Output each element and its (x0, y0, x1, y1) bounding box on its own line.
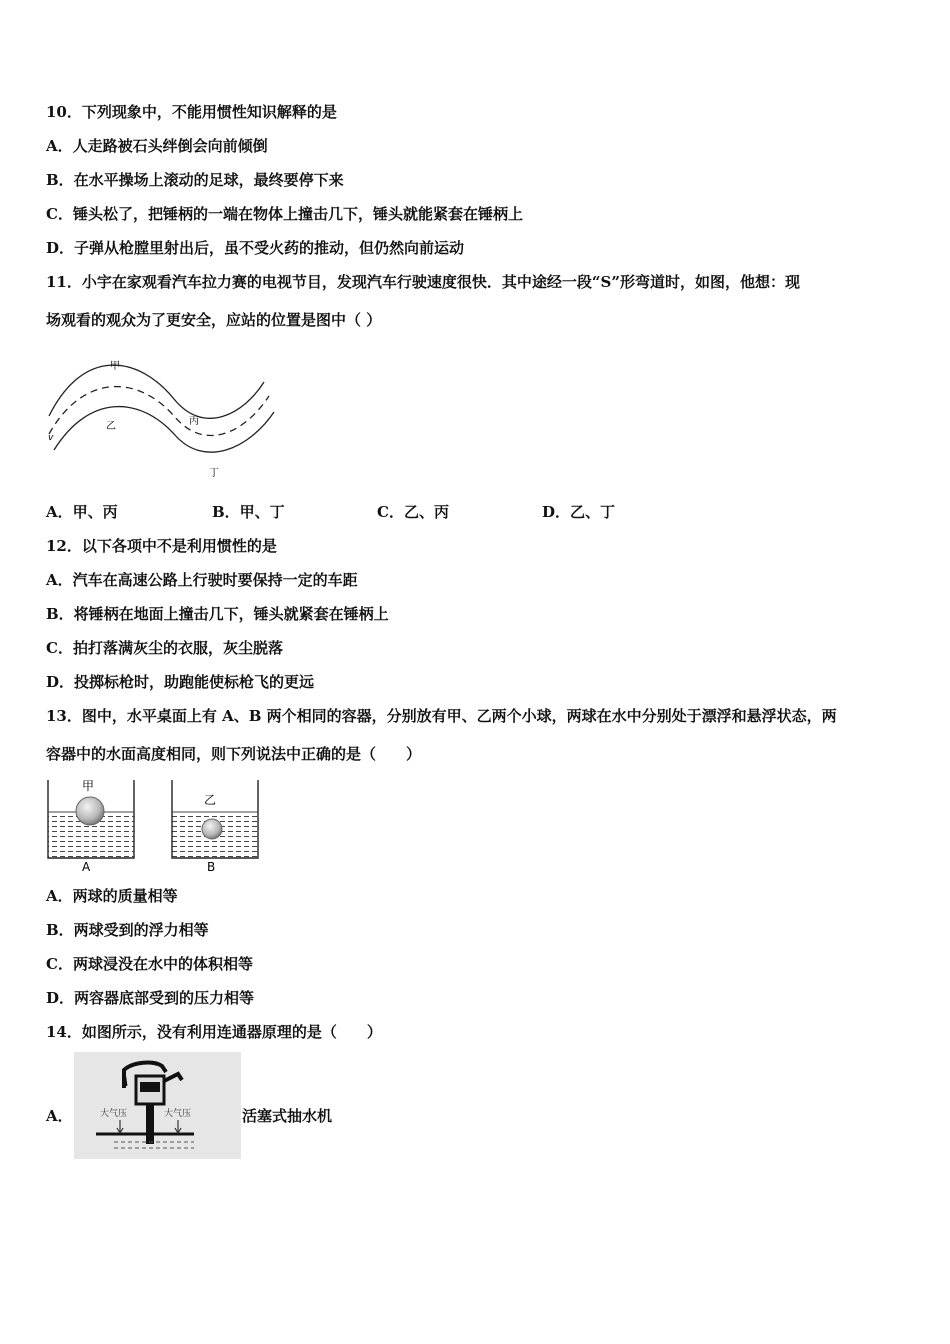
q13-option-b: B．两球受到的浮力相等 (46, 921, 209, 939)
piston-pump-figure (74, 1052, 241, 1159)
q13-stem-line2: 容器中的水面高度相同，则下列说法中正确的是（ ） (46, 745, 422, 763)
q10-option-c: C．锤头松了，把锤柄的一端在物体上撞击几下，锤头就能紧套在锤柄上 (46, 205, 523, 223)
container-a (48, 779, 134, 874)
ball-b (202, 819, 222, 839)
label-bing: 丙 (189, 416, 199, 427)
label-container-b: B (207, 860, 216, 874)
q13-option-c: C．两球浸没在水中的体积相等 (46, 955, 253, 973)
q11-s-curve-figure (44, 354, 279, 482)
label-atm-left: 大气压 (100, 1109, 128, 1119)
q10-option-a: A．人走路被石头绊倒会向前倾倒 (46, 137, 268, 155)
q11-option-b: B．甲、丁 (212, 503, 285, 521)
label-yi: 乙 (106, 421, 116, 432)
label-ball-a: 甲 (82, 779, 95, 793)
container-b (172, 780, 258, 874)
q13-stem-line1: 13．图中，水平桌面上有 A、B 两个相同的容器，分别放有甲、乙两个小球，两球在水中分别处于漂浮和悬浮状态，两 (46, 707, 837, 725)
q12-option-a: A．汽车在高速公路上行驶时要保持一定的车距 (46, 571, 358, 589)
q10-stem: 10．下列现象中，不能用惯性知识解释的是 (46, 103, 337, 121)
q13-option-d: D．两容器底部受到的压力相等 (46, 989, 255, 1007)
q12-stem: 12．以下各项中不是利用惯性的是 (46, 537, 277, 555)
q14-stem: 14．如图所示，没有利用连通器原理的是（ ） (46, 1023, 382, 1041)
q11-option-c: C．乙、丙 (377, 503, 449, 521)
label-container-a: A (82, 860, 91, 874)
label-atm-right: 大气压 (164, 1109, 192, 1119)
q13-option-a: A．两球的质量相等 (46, 887, 178, 905)
q11-option-a: A．甲、丙 (46, 503, 118, 521)
q13-containers-figure (44, 774, 264, 874)
q12-option-b: B．将锤柄在地面上撞击几下，锤头就紧套在锤柄上 (46, 605, 389, 623)
q10-option-b: B．在水平操场上滚动的足球，最终要停下来 (46, 171, 344, 189)
q14-option-a-caption: 活塞式抽水机 (242, 1107, 333, 1125)
q12-option-d: D．投掷标枪时，助跑能使标枪飞的更远 (46, 673, 315, 691)
q11-stem-line2: 场观看的观众为了更安全，应站的位置是图中（ ） (46, 311, 382, 329)
ball-a (76, 797, 104, 825)
label-v: v (48, 433, 54, 443)
q11-stem-line1: 11．小宇在家观看汽车拉力赛的电视节目，发现汽车行驶速度很快．其中途经一段“S”形弯道时，如图，他想：现 (46, 273, 800, 291)
q14-option-a-letter: A． (46, 1107, 73, 1125)
q12-option-c: C．拍打落满灰尘的衣服，灰尘脱落 (46, 639, 283, 657)
label-ding: 丁 (209, 468, 219, 479)
q11-option-d: D．乙、丁 (542, 503, 616, 521)
q10-option-d: D．子弹从枪膛里射出后，虽不受火药的推动，但仍然向前运动 (46, 239, 465, 257)
label-ball-b: 乙 (204, 793, 217, 807)
label-jia: 甲 (110, 361, 120, 372)
